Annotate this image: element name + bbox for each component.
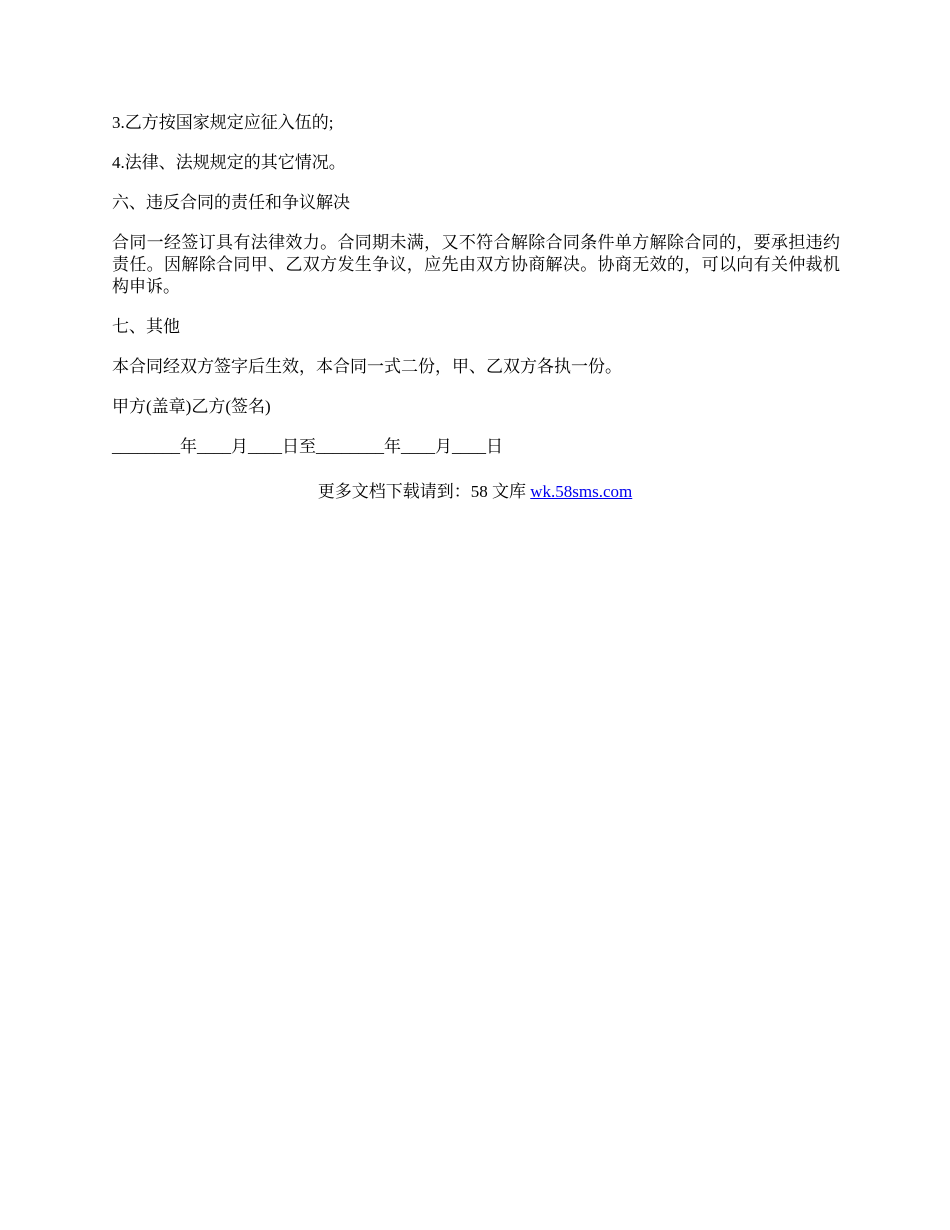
document-page [112,112,840,476]
download-footer [0,481,950,503]
section-heading-seven: 七、其他 [112,317,180,336]
section-heading-six: 六、违反合同的责任和争议解决 [112,193,350,212]
signature-line: 甲方(盖章)乙方(签名) [112,397,271,416]
section-six-body: 合同一经签订具有法律效力。合同期未满，又不符合解除合同条件单方解除合同的，要承担违约责任。因解除合同甲、乙双方发生争议，应先由双方协商解决。协商无效的，可以向有关仲裁机构申诉。 [112,233,840,296]
footer-link[interactable]: wk.58sms.com [530,482,633,501]
date-range-line: ________年____月____日至________年____月____日 [112,437,503,456]
section-seven-body: 本合同经双方签字后生效，本合同一式二份，甲、乙双方各执一份。 [112,357,622,376]
clause-item-4: 4.法律、法规规定的其它情况。 [112,153,346,172]
clause-item-3: 3.乙方按国家规定应征入伍的; [112,113,334,132]
footer-text: 更多文档下载请到：58 文库 [317,482,531,501]
